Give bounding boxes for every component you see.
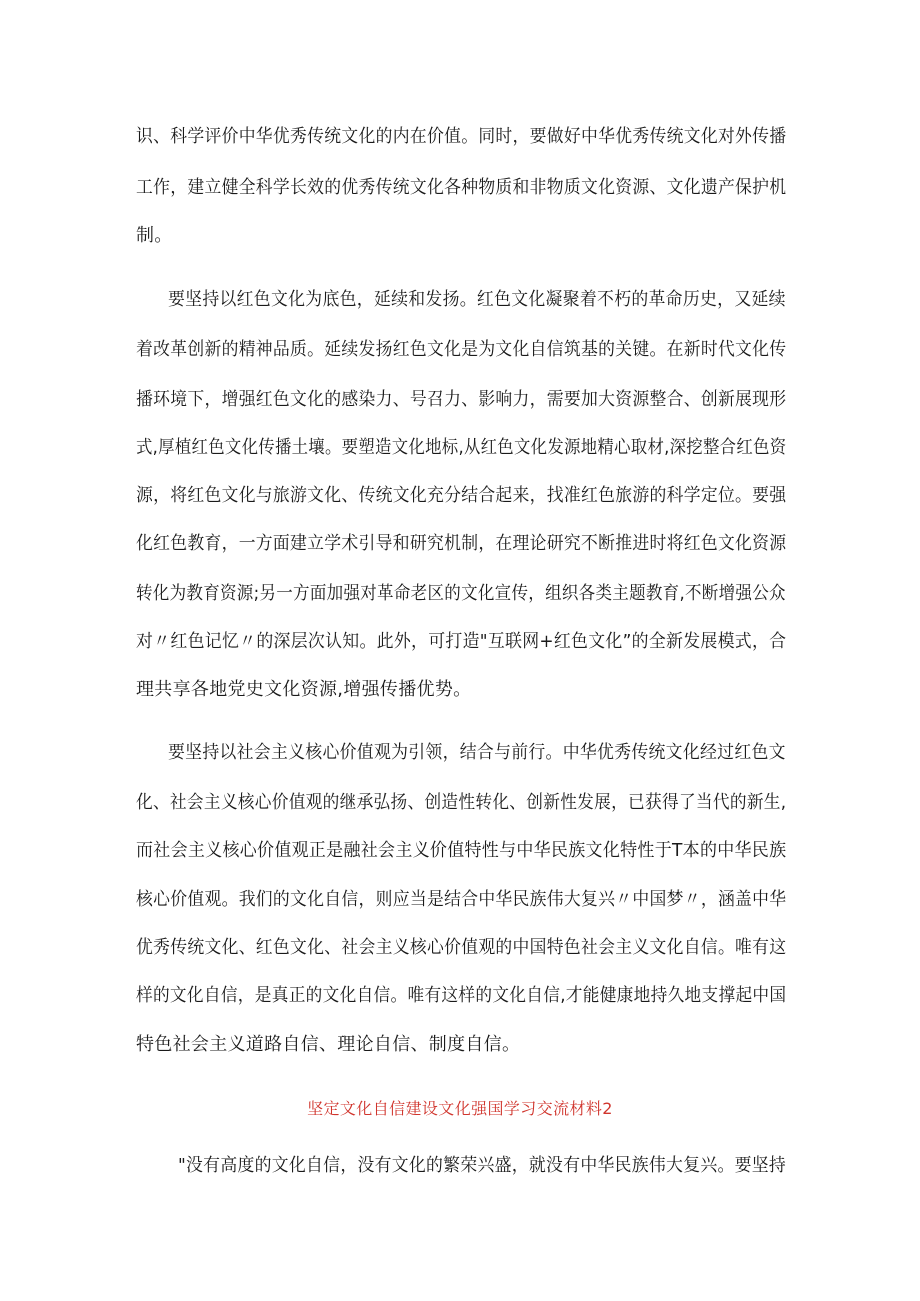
paragraph-line: 工作，建立健全科学长效的优秀传统文化各种物质和非物质文化资源、文化遗产保护机 bbox=[136, 177, 787, 198]
paragraph-line: 式,厚植红色文化传播土壤。要塑造文化地标,从红色文化发源地精心取材,深挖整合红色资 bbox=[136, 437, 787, 458]
paragraph-line: 要坚持以社会主义核心价值观为引领，结合与前行。中华优秀传统文化经过红色文 bbox=[168, 742, 786, 763]
section-heading: 坚定文化自信建设文化强国学习交流材料2 bbox=[307, 1099, 613, 1118]
paragraph-line: 化红色教育，一方面建立学术引导和研究机制，在理论研究不断推进时将红色文化资源 bbox=[136, 533, 787, 554]
paragraph-line: 播环境下，增强红色文化的感染力、号召力、影响力，需要加大资源整合、创新展现形 bbox=[136, 389, 787, 410]
paragraph-line: 理共享各地党史文化资源,增强传播优势。 bbox=[136, 679, 472, 700]
paragraph-line: 而社会主义核心价值观正是融社会主义价值特性与中华民族文化特性于T本的中华民族 bbox=[136, 840, 787, 861]
paragraph-line: 着改革创新的精神品质。延续发扬红色文化是为文化自信筑基的关键。在新时代文化传 bbox=[136, 339, 787, 360]
paragraph-line: 核心价值观。我们的文化自信，则应当是结合中华民族伟大复兴〃中国梦〃，涵盖中华 bbox=[136, 889, 787, 910]
paragraph-line: 样的文化自信，是真正的文化自信。唯有这样的文化自信,才能健康地持久地支撑起中国 bbox=[136, 985, 787, 1006]
paragraph-line: 对〃红色记忆〃的深层次认知。此外，可打造"互联网+红色文化”的全新发展模式，合 bbox=[136, 631, 787, 652]
paragraph-line: 识、科学评价中华优秀传统文化的内在价值。同时，要做好中华优秀传统文化对外传播 bbox=[136, 126, 787, 147]
paragraph-line: "没有高度的文化自信，没有文化的繁荣兴盛，就没有中华民族伟大复兴。要坚持 bbox=[178, 1155, 787, 1176]
paragraph-line: 特色社会主义道路自信、理论自信、制度自信。 bbox=[136, 1034, 521, 1055]
paragraph-line: 要坚持以红色文化为底色，延续和发扬。红色文化凝聚着不朽的革命历史，又延续 bbox=[168, 289, 786, 310]
paragraph-line: 优秀传统文化、红色文化、社会主义核心价值观的中国特色社会主义文化自信。唯有这 bbox=[136, 937, 787, 958]
paragraph-line: 源，将红色文化与旅游文化、传统文化充分结合起来，找准红色旅游的科学定位。要强 bbox=[136, 485, 787, 506]
paragraph-line: 制。 bbox=[136, 225, 173, 246]
paragraph-line: 化、社会主义核心价值观的继承弘扬、创造性转化、创新性发展，已获得了当代的新生, bbox=[136, 792, 787, 813]
paragraph-line: 转化为教育资源;另一方面加强对革命老区的文化宣传，组织各类主题教育,不断增强公众 bbox=[136, 583, 786, 604]
